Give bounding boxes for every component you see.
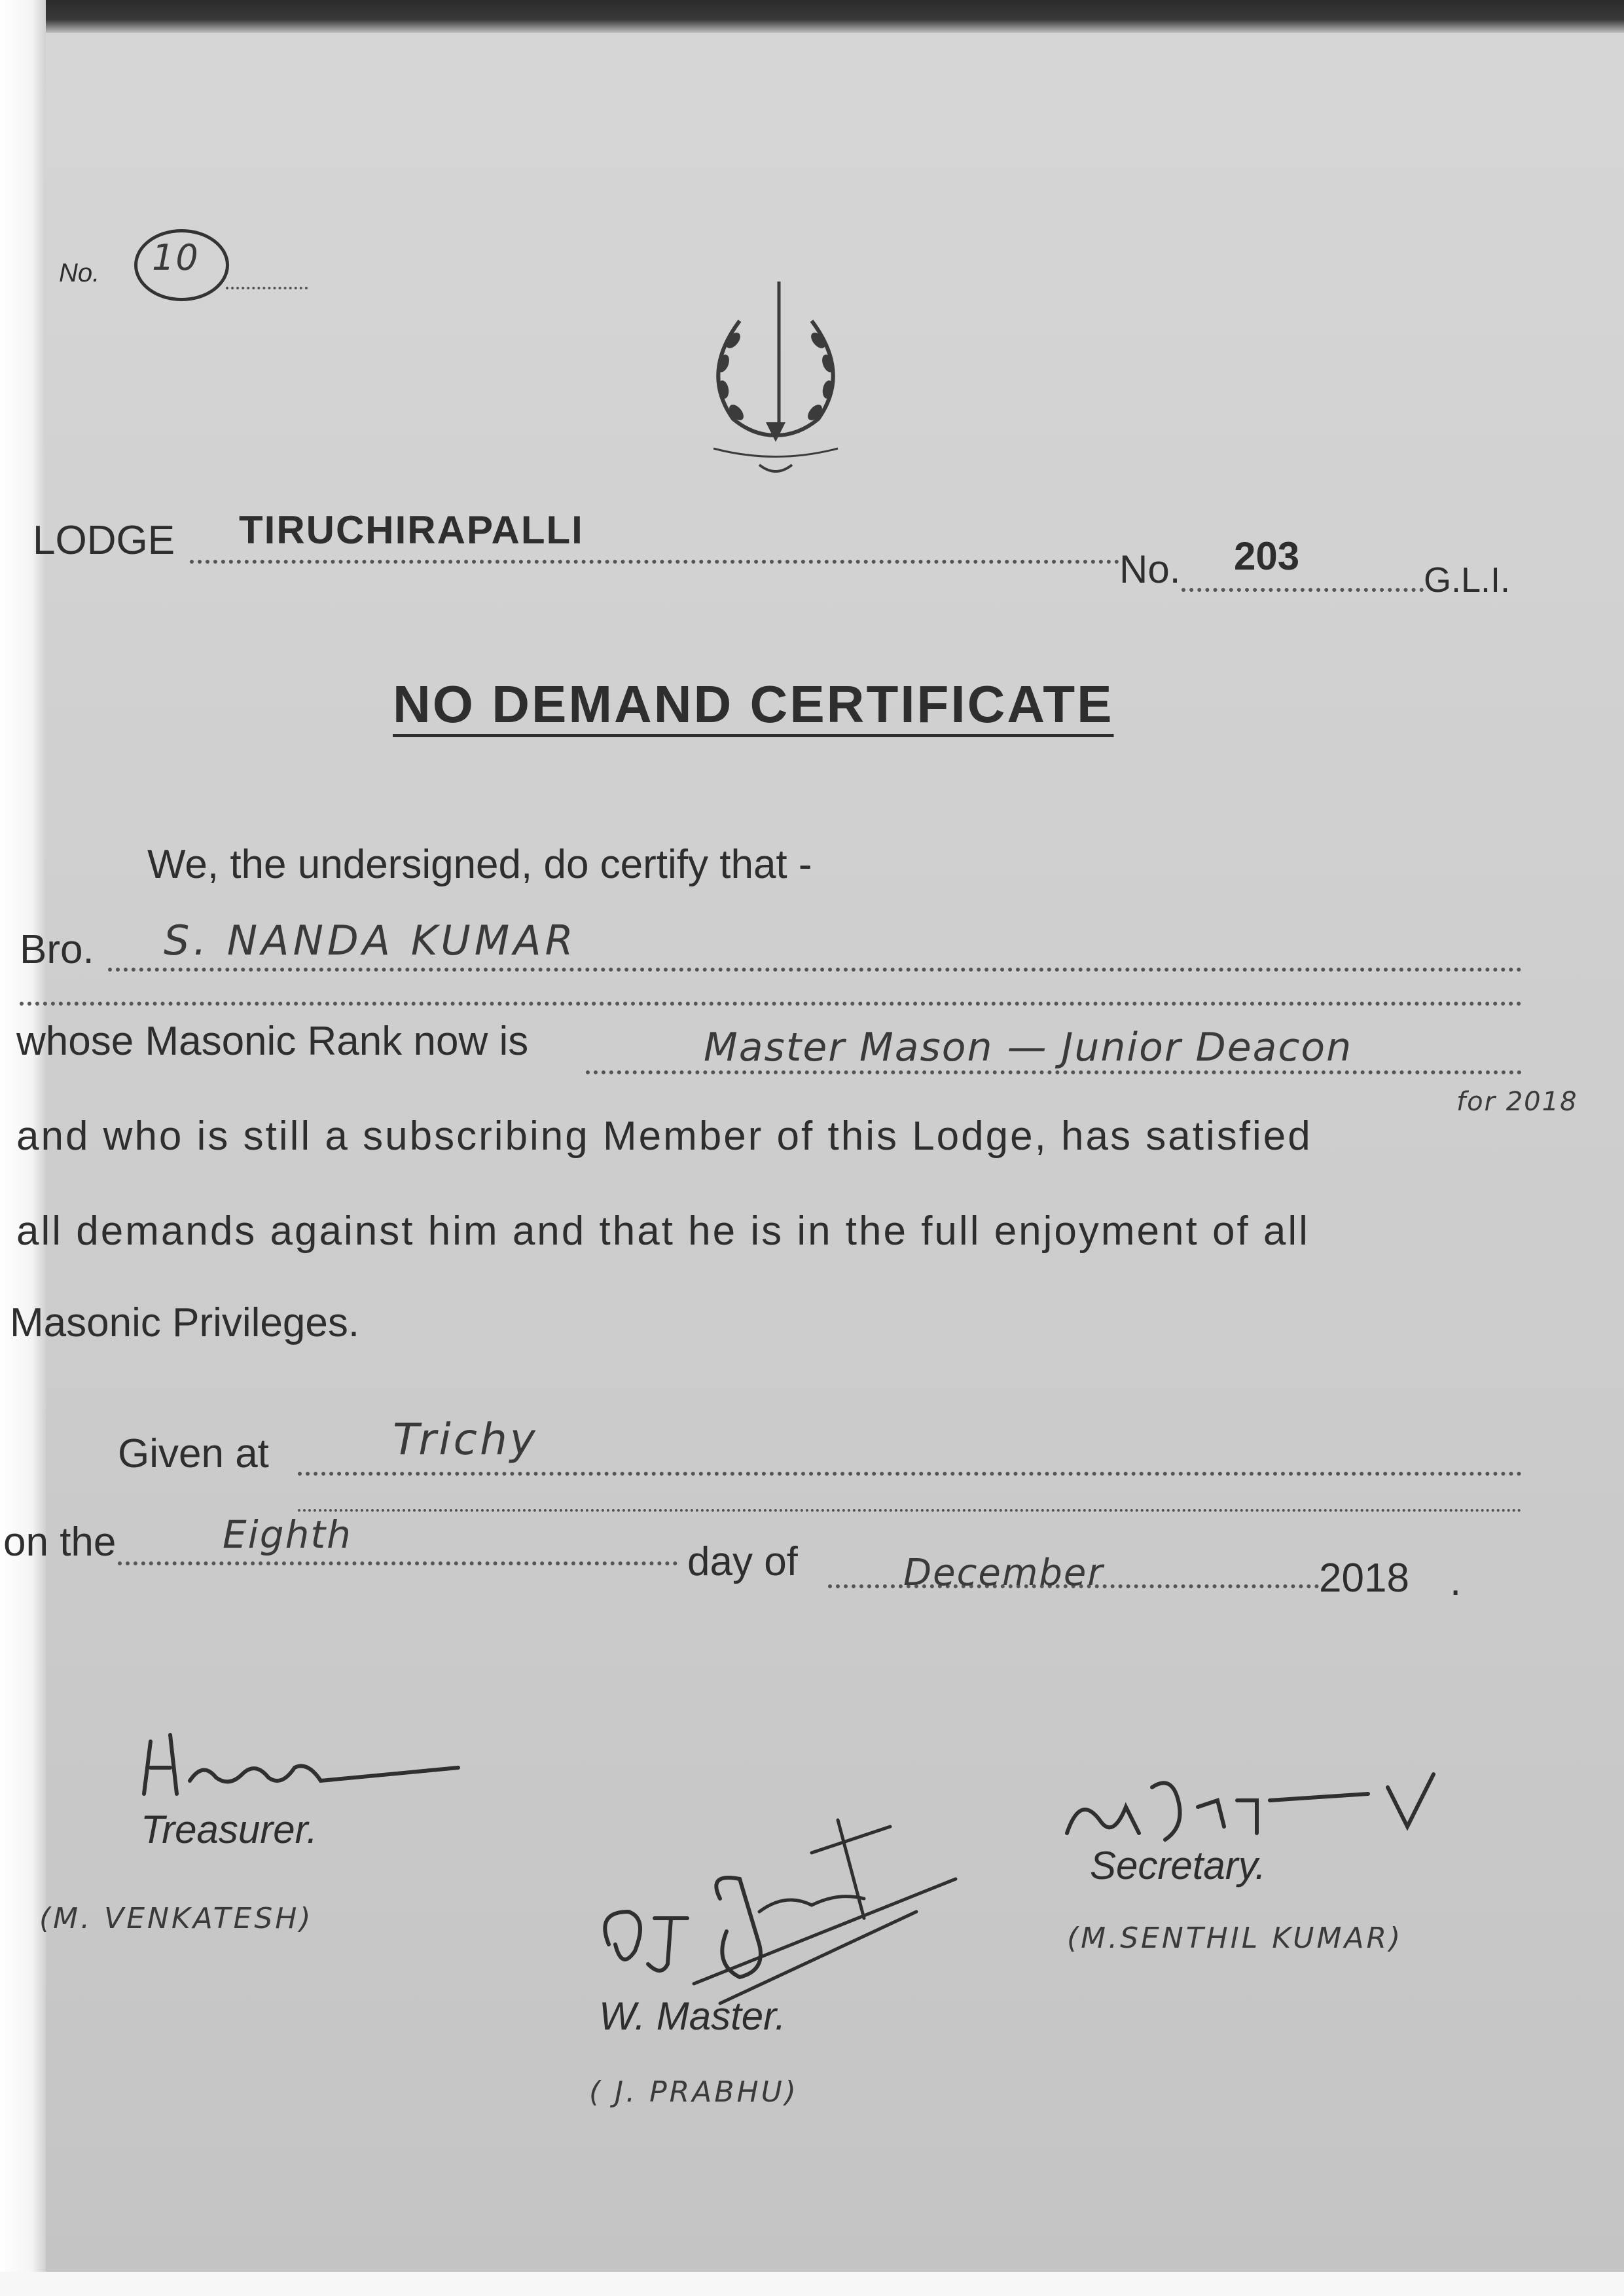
rank-note-handwritten: for 2018 bbox=[1456, 1087, 1578, 1117]
year-tail: . bbox=[1450, 1559, 1462, 1604]
bro-label: Bro. bbox=[20, 927, 94, 972]
intro-text: We, the undersigned, do certify that - bbox=[147, 842, 812, 887]
bro-dotted-line-2 bbox=[20, 1002, 1522, 1006]
lodge-suffix: G.L.I. bbox=[1424, 560, 1511, 600]
lodge-emblem-seal bbox=[687, 268, 864, 478]
day-value-handwritten: Eighth bbox=[223, 1512, 352, 1557]
rank-dotted-line bbox=[586, 1070, 1522, 1074]
lodge-no-dotted-line bbox=[1182, 588, 1424, 592]
month-value-handwritten: December bbox=[903, 1552, 1104, 1594]
number-dotted-line bbox=[226, 287, 308, 289]
on-the-label: on the bbox=[3, 1520, 117, 1565]
treasurer-signature-scribble bbox=[131, 1722, 471, 1813]
scan-margin-bottom bbox=[0, 2272, 1624, 2296]
lodge-label: LODGE bbox=[33, 518, 175, 563]
number-value: 10 bbox=[152, 237, 200, 278]
rank-label: whose Masonic Rank now is bbox=[16, 1019, 529, 1064]
year-value: 2018 bbox=[1319, 1556, 1409, 1601]
body-line-1: and who is still a subscribing Member of this Lodge, has satisfied bbox=[16, 1114, 1312, 1159]
treasurer-name-handwritten: (M. VENKATESH) bbox=[39, 1902, 314, 1935]
master-name-handwritten: ( J. PRABHU) bbox=[589, 2075, 799, 2109]
lodge-dotted-line bbox=[190, 560, 1119, 564]
lodge-name: TIRUCHIRAPALLI bbox=[239, 508, 584, 552]
body-line-3: Masonic Privileges. bbox=[10, 1300, 360, 1345]
certificate-title: NO DEMAND CERTIFICATE bbox=[393, 675, 1114, 733]
rank-value-handwritten: Master Mason — Junior Deacon bbox=[704, 1025, 1353, 1070]
lodge-no-label: No. bbox=[1119, 547, 1181, 591]
bro-dotted-line bbox=[108, 968, 1522, 972]
given-at-dotted-line-2 bbox=[298, 1509, 1522, 1512]
lodge-no-value: 203 bbox=[1234, 534, 1300, 578]
day-of-label: day of bbox=[687, 1539, 798, 1584]
secretary-name-handwritten: (M.SENTHIL KUMAR) bbox=[1067, 1922, 1403, 1955]
master-role: W. Master. bbox=[599, 1994, 786, 2038]
number-label: No. bbox=[59, 259, 100, 287]
secretary-role: Secretary. bbox=[1090, 1844, 1266, 1887]
given-at-label: Given at bbox=[118, 1431, 269, 1476]
master-signature-scribble bbox=[589, 1813, 982, 2010]
body-line-2: all demands against him and that he is in the full enjoyment of all bbox=[16, 1209, 1310, 1254]
bro-name-handwritten: S. NANDA KUMAR bbox=[164, 917, 577, 964]
scan-shadow-top bbox=[46, 0, 1624, 33]
day-dotted-line bbox=[118, 1561, 677, 1565]
given-at-value-handwritten: Trichy bbox=[393, 1414, 538, 1465]
given-at-dotted-line bbox=[298, 1472, 1522, 1476]
treasurer-role: Treasurer. bbox=[141, 1808, 318, 1851]
